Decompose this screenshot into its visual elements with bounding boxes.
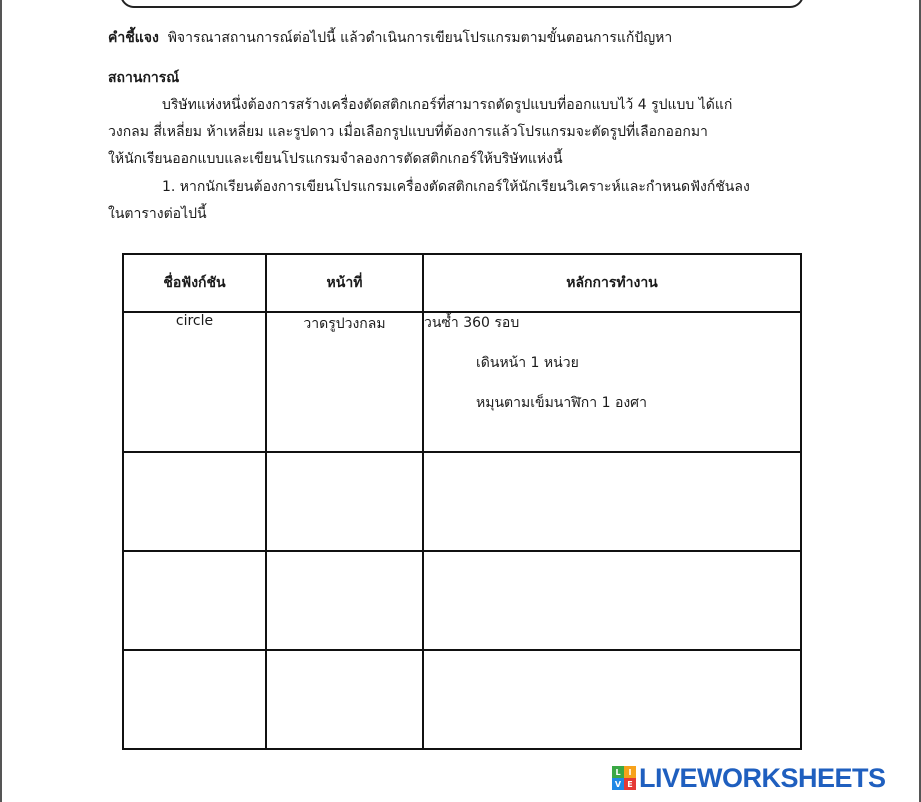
table-row: [123, 551, 801, 650]
answer-cell-function-name[interactable]: [123, 551, 266, 650]
answer-input[interactable]: [124, 651, 265, 748]
liveworksheets-logo: [612, 764, 886, 792]
instruction-text: พิจารณาสถานการณ์ต่อไปนี้ แล้วดำเนินการเขียนโปรแกรมตามขั้นตอนการแก้ปัญหา: [167, 30, 673, 46]
answer-input[interactable]: [424, 552, 800, 649]
logo-letter: L: [612, 766, 624, 778]
answer-input[interactable]: [424, 651, 800, 748]
logo-letter: V: [612, 778, 624, 790]
answer-cell-working-principle[interactable]: [423, 452, 801, 551]
answer-input[interactable]: [267, 552, 422, 649]
top-rounded-box: [120, 0, 804, 8]
answer-cell-function-name[interactable]: [123, 650, 266, 749]
table-row: [123, 650, 801, 749]
function-table: [122, 253, 802, 750]
answer-input[interactable]: [267, 651, 422, 748]
situation-line: ให้นักเรียนออกแบบและเขียนโปรแกรมจำลองการตัดสติกเกอร์ให้บริษัทแห่งนี้: [108, 151, 563, 167]
cell-working-principle: [423, 312, 801, 452]
step-loop: วนซ้ำ 360 รอบ: [424, 315, 520, 331]
answer-input[interactable]: [124, 453, 265, 550]
answer-cell-duty[interactable]: [266, 650, 423, 749]
logo-letter: E: [624, 778, 636, 790]
answer-cell-duty[interactable]: [266, 551, 423, 650]
question-line: 1. หากนักเรียนต้องการเขียนโปรแกรมเครื่องตัดสติกเกอร์ให้นักเรียนวิเคราะห์และกำหนดฟังก์ชันลง: [162, 179, 750, 195]
logo-letter: I: [624, 766, 636, 778]
header-function-name: ชื่อฟังก์ชัน: [123, 254, 266, 312]
table-header-row: [123, 254, 801, 312]
answer-cell-function-name[interactable]: [123, 452, 266, 551]
answer-cell-working-principle[interactable]: [423, 551, 801, 650]
header-duty: หน้าที่: [266, 254, 423, 312]
answer-cell-duty[interactable]: [266, 452, 423, 551]
situation-heading: สถานการณ์: [108, 70, 180, 86]
liveworksheets-logo-text: LIVEWORKSHEETS: [639, 762, 886, 793]
cell-function-name: circle: [123, 312, 266, 452]
table-row: [123, 312, 801, 452]
step-forward: เดินหน้า 1 หน่วย: [476, 355, 579, 371]
answer-input[interactable]: [424, 453, 800, 550]
instruction-line: [108, 28, 672, 48]
liveworksheets-logo-icon: [612, 766, 636, 790]
page-left-border: [0, 0, 2, 802]
answer-cell-working-principle[interactable]: [423, 650, 801, 749]
question-line: ในตารางต่อไปนี้: [108, 206, 207, 222]
answer-input[interactable]: [124, 552, 265, 649]
answer-input[interactable]: [267, 453, 422, 550]
situation-line: วงกลม สี่เหลี่ยม ห้าเหลี่ยม และรูปดาว เมื่อเลือกรูปแบบที่ต้องการแล้วโปรแกรมจะตัดรูปที่เลือกออกมา: [108, 124, 708, 140]
header-working-principle: หลักการทำงาน: [423, 254, 801, 312]
situation-line: บริษัทแห่งหนึ่งต้องการสร้างเครื่องตัดสติกเกอร์ที่สามารถตัดรูปแบบที่ออกแบบไว้ 4 รูปแบบ ได้แก่: [162, 97, 733, 113]
table-row: [123, 452, 801, 551]
step-turn: หมุนตามเข็มนาฬิกา 1 องศา: [476, 395, 647, 411]
cell-duty: วาดรูปวงกลม: [266, 312, 423, 452]
instruction-label: คำชี้แจง: [108, 30, 159, 46]
